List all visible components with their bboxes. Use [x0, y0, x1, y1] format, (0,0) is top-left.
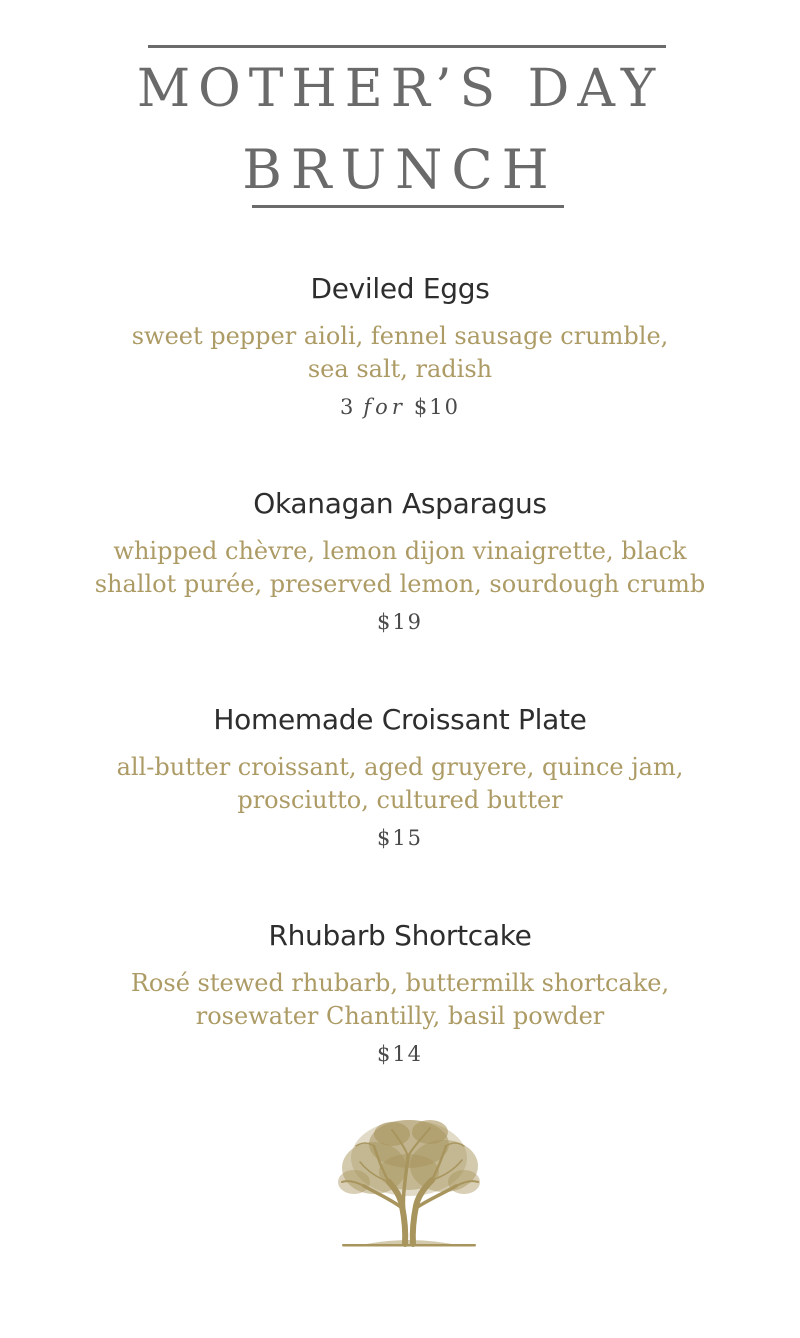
menu-item-name: Okanagan Asparagus	[253, 487, 547, 520]
menu-item-rhubarb-shortcake	[40, 919, 760, 1069]
menu-item-description-line: shallot purée, preserved lemon, sourdough crumb	[94, 570, 706, 598]
price-count: 3	[340, 395, 356, 419]
menu-item-description-line: all-butter croissant, aged gruyere, quince jam,	[116, 753, 684, 781]
title-bottom-rule	[252, 205, 564, 208]
menu-title-line-1: MOTHER’S DAY	[136, 59, 664, 119]
menu-item-name: Homemade Croissant Plate	[213, 703, 587, 736]
menu-item-description-line: Rosé stewed rhubarb, buttermilk shortcake,	[130, 969, 670, 997]
menu-item-description	[40, 967, 760, 1033]
menu-item-description	[40, 320, 760, 386]
menu-item-description	[40, 751, 760, 817]
menu-item-description-line: sea salt, radish	[307, 355, 493, 383]
menu-item-price: $14	[376, 1042, 424, 1066]
menu-item-description-line: rosewater Chantilly, basil powder	[195, 1002, 605, 1030]
menu-item-deviled-eggs	[40, 272, 760, 422]
menu-item-name: Deviled Eggs	[310, 272, 490, 305]
menu-title-line-2: BRUNCH	[242, 138, 558, 201]
menu-item-description-line: whipped chèvre, lemon dijon vinaigrette, black	[113, 537, 687, 565]
menu-item-okanagan-asparagus	[40, 487, 760, 637]
menu-item-price	[40, 392, 760, 422]
menu-item-price: $19	[376, 610, 424, 634]
menu-item-description-line: sweet pepper aioli, fennel sausage crumble,	[131, 322, 669, 350]
menu-item-price: $15	[376, 826, 424, 850]
menu-item-description-line: prosciutto, cultured butter	[237, 786, 563, 814]
menu-item-description	[40, 535, 760, 601]
price-for-word: for	[363, 395, 406, 419]
title-top-rule	[148, 45, 666, 48]
menu-item-homemade-croissant-plate	[40, 703, 760, 853]
price-amount: $10	[413, 395, 460, 419]
menu-item-name: Rhubarb Shortcake	[268, 919, 532, 952]
tree-icon	[334, 1116, 484, 1252]
